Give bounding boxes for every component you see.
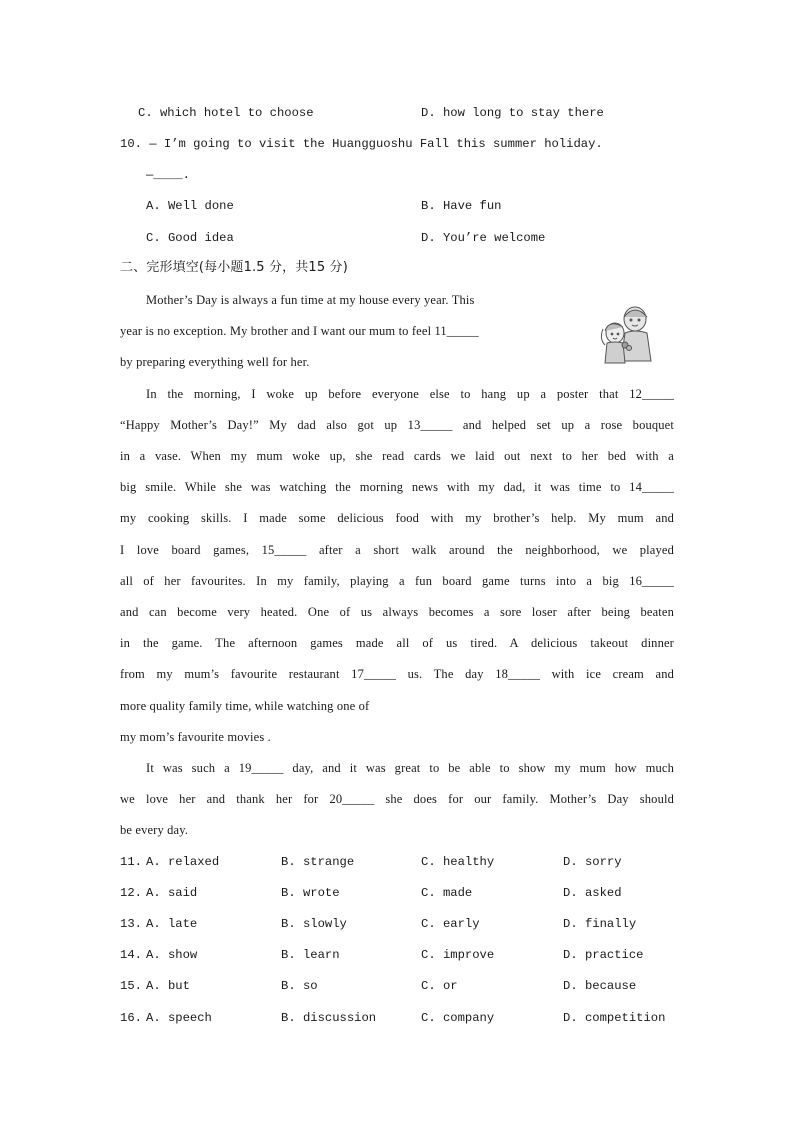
passage-line: in the game. The afternoon games made all of us tired. A delicious takeout dinner [120, 636, 674, 650]
q10-option-c: C. Good idea [146, 231, 234, 245]
choice-option: D. finally [563, 917, 637, 931]
choice-option: C. healthy [421, 855, 495, 869]
choice-option: C. early [421, 917, 480, 931]
q10-option-d: D. You’re welcome [421, 231, 546, 245]
choice-option: A. but [146, 979, 190, 993]
passage-line: Mother’s Day is always a fun time at my house every year. This [146, 293, 475, 307]
q9-option-d: D. how long to stay there [421, 106, 604, 120]
passage-line: my mom’s favourite movies . [120, 730, 271, 744]
choice-option: A. late [146, 917, 198, 931]
choice-option: D. competition [563, 1011, 666, 1025]
q10-option-a: A. Well done [146, 199, 234, 213]
passage-line: and can become very heated. One of us always becomes a sore loser after being beaten [120, 605, 674, 619]
choice-number: 12. [120, 886, 142, 900]
passage-line: It was such a 19_____ day, and it was great to be able to show my mum how much [146, 761, 674, 775]
mother-child-illustration [597, 303, 657, 365]
passage-line: “Happy Mother’s Day!” My dad also got up 13_____ and helped set up a rose bouquet [120, 418, 674, 432]
passage-line: big smile. While she was watching the morning news with my dad, it was time to 14_____ [120, 480, 674, 494]
choice-number: 16. [120, 1011, 142, 1025]
choice-option: C. company [421, 1011, 495, 1025]
passage-line: we love her and thank her for 20_____ she does for our family. Mother’s Day should [120, 792, 674, 806]
choice-option: B. wrote [281, 886, 340, 900]
choice-option: A. speech [146, 1011, 212, 1025]
choice-option: C. made [421, 886, 473, 900]
passage-line: be every day. [120, 823, 189, 837]
choice-option: A. said [146, 886, 198, 900]
choice-option: B. discussion [281, 1011, 377, 1025]
choice-option: B. slowly [281, 917, 347, 931]
choice-option: D. sorry [563, 855, 622, 869]
passage-line: I love board games, 15_____ after a short walk around the neighborhood, we played [120, 543, 674, 557]
choice-number: 13. [120, 917, 142, 931]
passage-line: In the morning, I woke up before everyone else to hang up a poster that 12_____ [146, 387, 674, 401]
choice-option: C. improve [421, 948, 495, 962]
choice-number: 11. [120, 855, 142, 869]
q10-answer-line: —____. [146, 168, 190, 182]
passage-line: by preparing everything well for her. [120, 355, 310, 369]
passage-line: from my mum’s favourite restaurant 17_____ us. The day 18_____ with ice cream and [120, 667, 674, 681]
passage-line: all of her favourites. In my family, playing a fun board game turns into a big 16_____ [120, 574, 674, 588]
q9-option-c: C. which hotel to choose [138, 106, 314, 120]
choice-option: D. asked [563, 886, 622, 900]
choice-option: D. because [563, 979, 637, 993]
section-heading: 二、完形填空(每小题1.5 分，共15 分) [120, 260, 348, 275]
choice-option: A. relaxed [146, 855, 220, 869]
choice-option: B. so [281, 979, 318, 993]
passage-line: year is no exception. My brother and I want our mum to feel 11_____ [120, 324, 479, 338]
passage-line: more quality family time, while watching one of [120, 699, 370, 713]
choice-number: 15. [120, 979, 142, 993]
passage-line: in a vase. When my mum woke up, she read cards we laid out next to her bed with a [120, 449, 674, 463]
q10-stem: 10. — I’m going to visit the Huangguoshu Fall this summer holiday. [120, 137, 603, 151]
choice-option: B. strange [281, 855, 355, 869]
passage-line: my cooking skills. I made some delicious food with my brother’s help. My mum and [120, 511, 674, 525]
choice-number: 14. [120, 948, 142, 962]
choice-option: C. or [421, 979, 458, 993]
choice-option: B. learn [281, 948, 340, 962]
choice-option: D. practice [563, 948, 644, 962]
choice-option: A. show [146, 948, 198, 962]
q10-option-b: B. Have fun [421, 199, 502, 213]
